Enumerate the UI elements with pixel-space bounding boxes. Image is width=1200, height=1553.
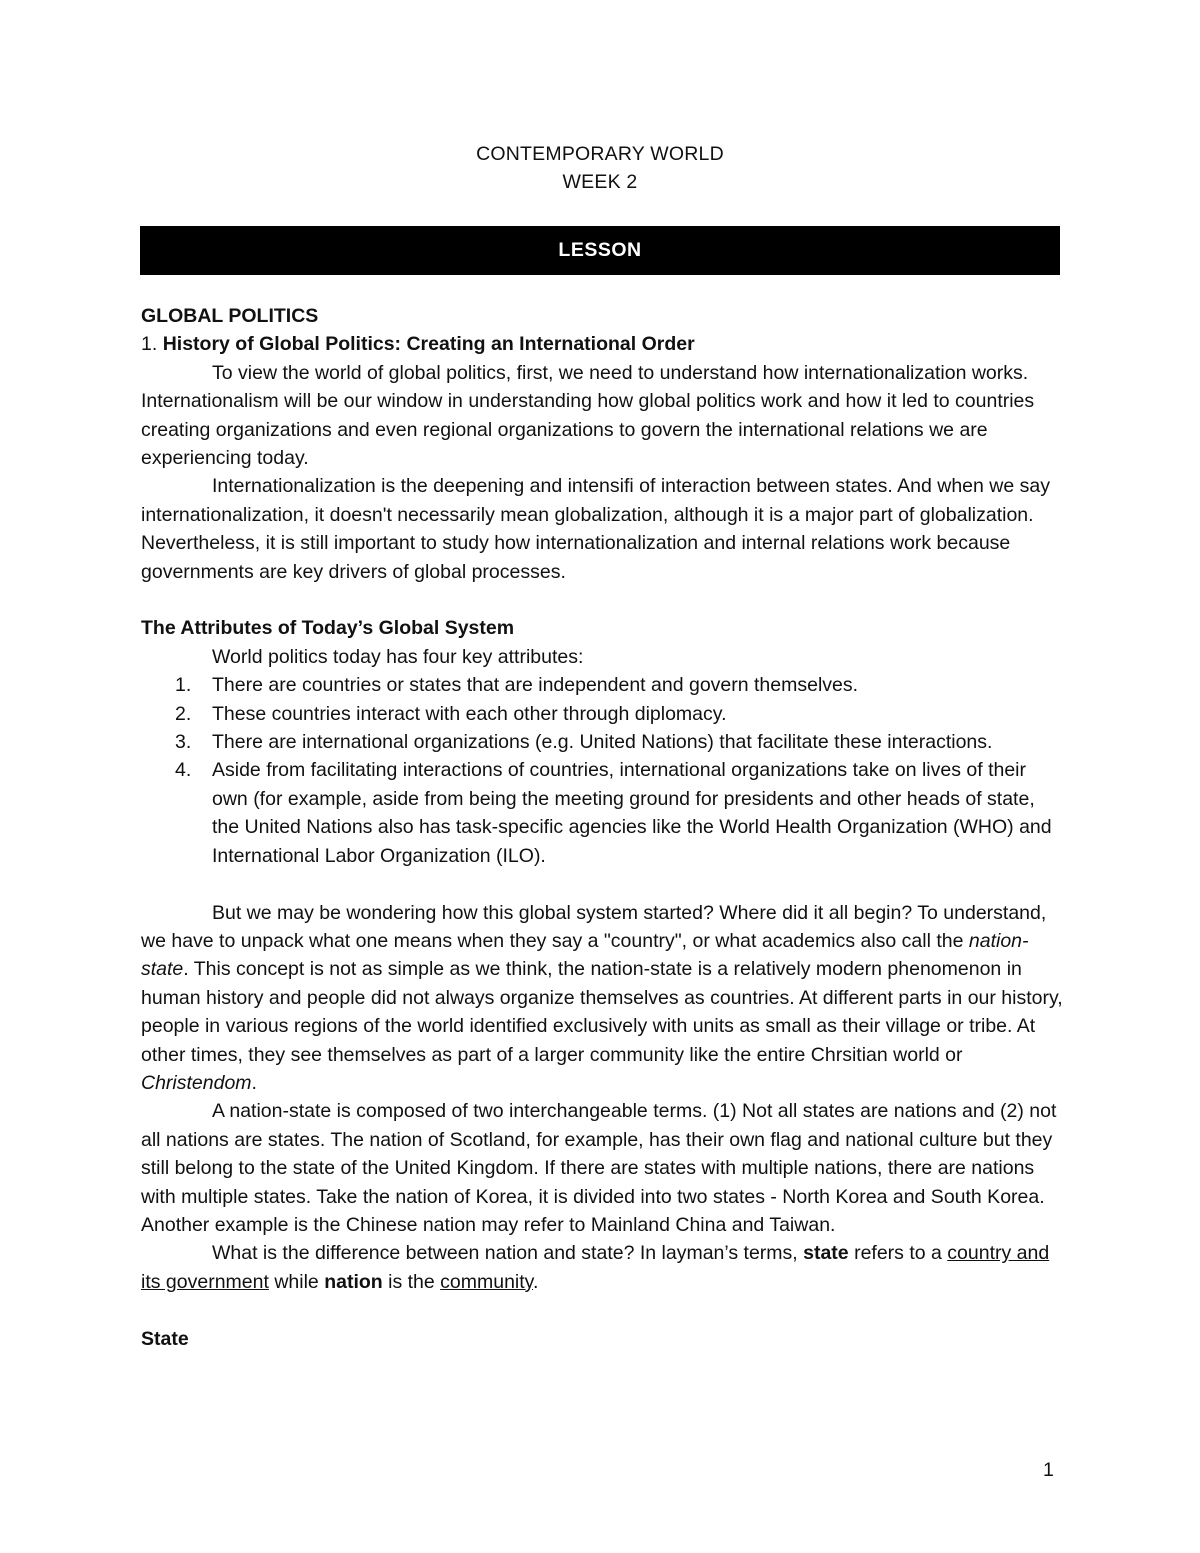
list-item-text: These countries interact with each other through diplomacy. <box>212 702 727 725</box>
list-item <box>141 700 1066 728</box>
state-definition: country and its government <box>141 1242 1050 1293</box>
paragraph-definition: Internationalization is the deepening and intensifi of interaction between states. And when we say internationalization, it doesn't necessarily mean globalization, although it is a major part of globalization. Nevertheless, it is still important to study how internationalization and internal relations work because governments are key drivers of global processes. <box>141 475 1050 583</box>
text-span: But we may be wondering how this global system started? Where did it all begin? To understand, we have to unpack what one means when they say a "country", or what academics also call the <box>141 901 1047 952</box>
document-title: CONTEMPORARY WORLD <box>476 143 724 165</box>
attributes-intro: World politics today has four key attributes: <box>212 645 584 668</box>
list-item-number: 1. <box>175 674 192 697</box>
paragraph-internationalization: To view the world of global politics, first, we need to understand how internationalization works. Internationalism will be our window in understanding how global politics work and how it led to countries creating organizations and even regional organizations to govern the international relations we are experiencing today. <box>141 361 1035 470</box>
list-item-number: 2. <box>175 702 192 725</box>
text-span: What is the difference between nation and state? In layman’s terms, <box>212 1242 804 1265</box>
subheading-title: History of Global Politics: Creating an International Order <box>162 333 695 356</box>
text-span: . <box>532 1270 539 1293</box>
list-item-text: There are international organizations (e.g. United Nations) that facilitate these interactions. <box>212 731 993 754</box>
paragraph-nation-state <box>141 899 1066 1098</box>
state-heading: State <box>141 1327 189 1350</box>
term-state: state <box>803 1242 849 1265</box>
list-item-number: 3. <box>175 731 192 754</box>
document-body <box>141 302 1066 1353</box>
list-item-text: Aside from facilitating interactions of countries, international organizations take on lives of their own (for example, aside from being the meeting ground for presidents and other heads of state, the United Nations also has task-specific agencies like the World Health Organization (WHO) and International Labor Organization (ILO). <box>212 759 1052 867</box>
list-item-text: There are countries or states that are independent and govern themselves. <box>212 674 859 697</box>
subheading-number: 1. <box>141 333 163 356</box>
term-nation: nation <box>324 1270 383 1293</box>
list-item-number: 4. <box>175 759 192 782</box>
text-span: . <box>251 1071 257 1094</box>
section-heading: GLOBAL POLITICS <box>141 305 319 327</box>
paragraph-nation-vs-state: A nation-state is composed of two interchangeable terms. (1) Not all states are nations and (2) not all nations are states. The nation of Scotland, for example, has their own flag and national culture but they still belong to the state of the United Kingdom. If there are states with multiple nations, there are nations with multiple states. Take the nation of Korea, it is divided into two states - North Korea and South Korea. Another example is the Chinese nation may refer to Mainland China and Taiwan. <box>141 1100 1057 1236</box>
nation-definition: community <box>440 1270 533 1293</box>
text-span: while <box>268 1270 325 1293</box>
page-number: 1 <box>1043 1459 1054 1481</box>
list-item <box>141 728 1066 756</box>
text-span: refers to a <box>848 1242 948 1265</box>
text-span: . This concept is not as simple as we think, the nation-state is a relatively modern phenomenon in human history and people did not always organize themselves as countries. At different parts in our history, people in various regions of the world identified exclusively with units as small as their village or tribe. At other times, they see themselves as part of a larger community like the entire Chrsitian world or <box>141 958 1063 1066</box>
emphasis-christendom: Christendom <box>141 1071 252 1094</box>
attributes-heading: The Attributes of Today’s Global System <box>141 617 515 640</box>
week-label: WEEK 2 <box>562 171 638 193</box>
lesson-banner-label: LESSON <box>558 239 642 261</box>
subheading <box>141 330 1066 358</box>
list-item <box>141 671 1066 699</box>
text-span: is the <box>382 1270 441 1293</box>
paragraph-difference <box>141 1239 1066 1296</box>
lesson-banner <box>140 226 1060 275</box>
emphasis-nation-state: nation-state <box>141 929 1029 981</box>
attributes-list <box>141 671 1066 870</box>
list-item <box>141 756 1066 870</box>
